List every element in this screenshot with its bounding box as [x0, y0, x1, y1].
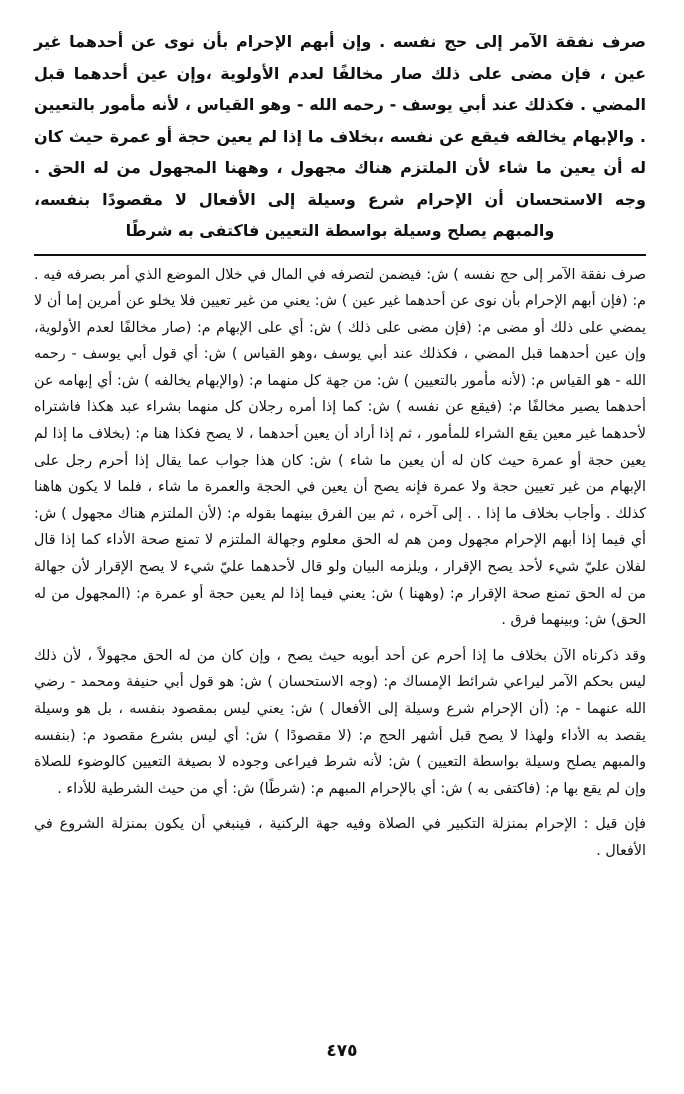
commentary-paragraph-3: فإن قيل : الإحرام بمنزلة التكبير في الصلاة وفيه جهة الركنية ، فينبغي أن يكون بمنزلة الشروع في الأفعال .	[34, 816, 646, 859]
separator-rule	[34, 254, 646, 256]
commentary-paragraph-2: وقد ذكرناه الآن بخلاف ما إذا أحرم عن أحد أبويه حيث يصح ، وإن كان من له الحق مجهولاً ، لأن ذلك ليس بحكم الآمر ليراعي شرائط الإمساك م: (وجه الاستحسان ) ش: هو قول أبي حنيفة ومحمد - رضي الله عنهما - م: (أن الإحرام شرع وسيلة إلى الأفعال ) ش: يعني ليس بمقصود بنفسه ، بل هو وسيلة يقصد به الأداء ولهذا لا يصح قبل أشهر الحج م: (لا مقصودًا ) ش: أي ليس بشرع مقصود م: (بنفسه والمبهم يصلح وسيلة بواسطة التعيين ) ش: لأنه شرط فيراعى وجوده لا بصيغة التعيين كالوضوء للصلاة وإن لم يقع بها م: (فاكتفى به ) ش: أي بالإحرام المبهم م: (شرطًا) ش: أي من حيث الشرطية للأداء .	[34, 647, 646, 797]
commentary-paragraph-1: صرف نفقة الآمر إلى حج نفسه ) ش: فيضمن لتصرفه في المال في خلال الموضع الذي أمر بصرفه فيه . م: (فإن أبهم الإحرام بأن نوى عن أحدهما غير عين ) ش: يعني من غير تعيين فلا يخلو عن أمرين إما أن لا يمضي على ذلك أو مضى م: (فإن مضى على ذلك ) ش: أي على الإبهام م: (صار مخالفًا لعدم الأولوية، وإن عين أحدهما قبل المضي ، فكذلك عند أبي يوسف ،وهو القياس ) ش: أي قول أبي يوسف - رحمه الله - هو القياس م: (لأنه مأمور بالتعيين ) ش: من جهة كل منهما م: (والإبهام يخالفه ) ش: أي إبهامه عن أحدهما يصير مخالفًا م: (فيقع عن نفسه ) ش: كما إذا أمره رجلان كل منهما بشراء عبد هكذا فاشتراه لأحدهما غير معين يقع الشراء للمأمور ، ثم إذا أراد أن يعين أحدهما ، لا يصح فكذا هنا م: (بخلاف ما إذا لم يعين حجة أو عمرة حيث كان له أن يعين ما شاء ) ش: كان هذا جواب عما يقال إذا أحرم رجل على الإبهام من غير تعيين حجة ولا عمرة فإنه يصح أن يعين في الحجة والعمرة ما شاء ، فلما لا يكون هاهنا كذلك . وأجاب بخلاف ما إذا . . إلى آخره ، ثم بين الفرق بينهما بقوله م: (لأن الملتزم هناك مجهول ) ش: أي فيما إذا أبهم الإحرام مجهول ومن هم له الحق معلوم وجهالة الملتزم لا تمنع صحة الأداء كما إذا قال لفلان عليّ شيء لأحد يصح الإقرار ، ويلزمه البيان ولو قال لأحدهما عليّ شيء لا يصح الإقرار لأن جهالة من له الحق تمنع صحة الإقرار م: (وههنا ) ش: يعني فيما إذا لم يعين حجة أو عمرة م: (المجهول من له الحق) ش: وبينهما فرق .	[34, 266, 646, 629]
matn-text: صرف نفقة الآمر إلى حج نفسه . وإن أبهم الإحرام بأن نوى عن أحدهما غير عين ، فإن مضى على ذلك صار مخالفًا لعدم الأولوية ،وإن عين أحدهما قبل المضي . فكذلك عند أبي يوسف - رحمه الله - وهو القياس ، لأنه مأمور بالتعيين . والإبهام يخالفه فيقع عن نفسه ،بخلاف ما إذا لم يعين حجة أو عمرة حيث كان له أن يعين ما شاء لأن الملتزم هناك مجهول ، وههنا المجهول من له الحق . وجه الاستحسان أن الإحرام شرع وسيلة إلى الأفعال لا مقصودًا بنفسه، والمبهم يصلح وسيلة بواسطة التعيين فاكتفى به شرطًا	[34, 32, 646, 240]
page-number: ٤٧٥	[326, 1041, 358, 1061]
